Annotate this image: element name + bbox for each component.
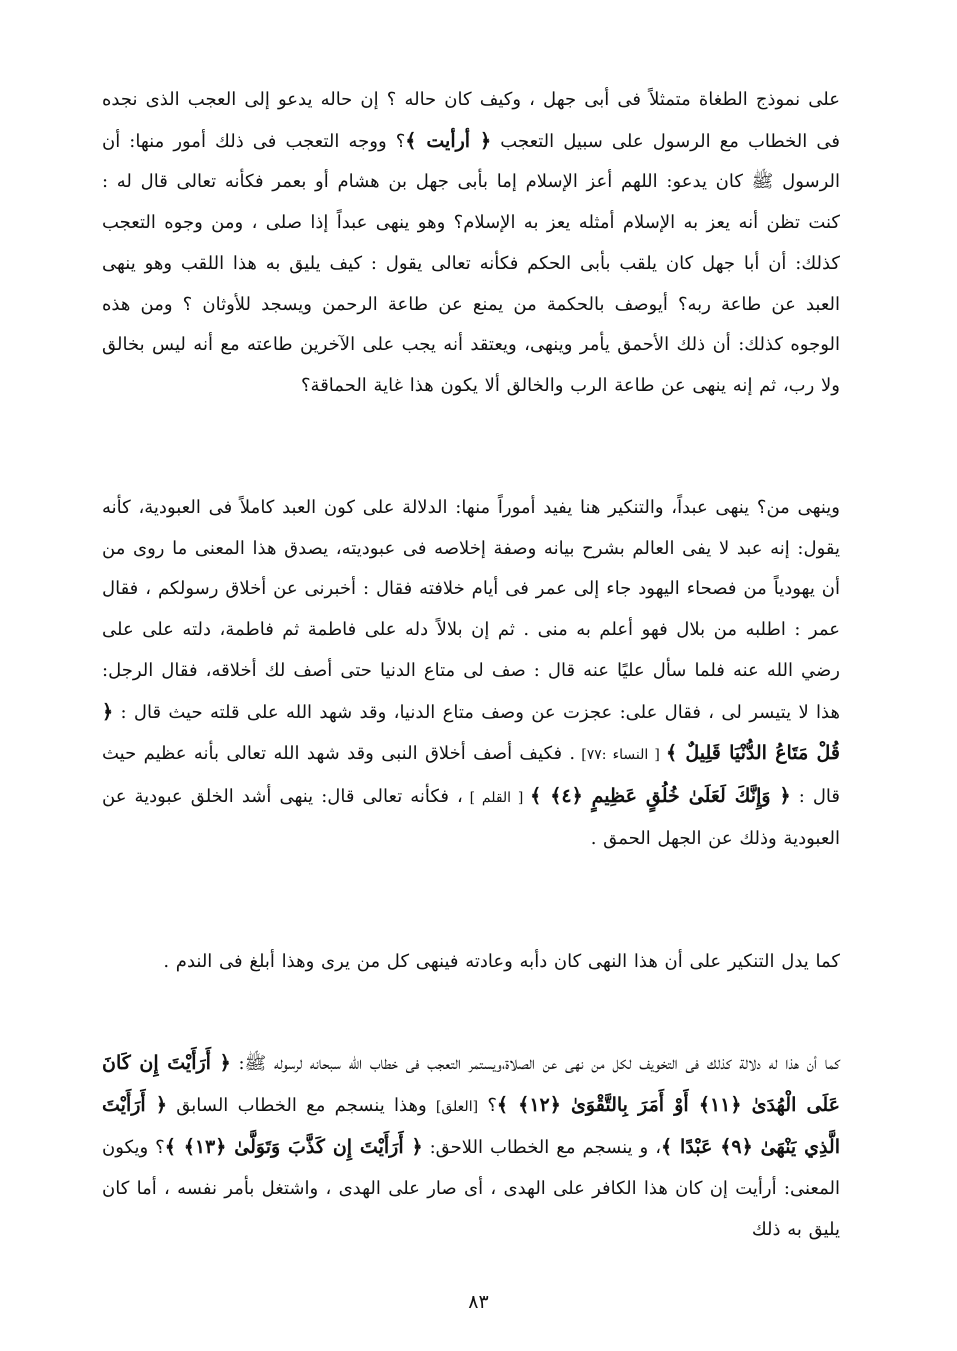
body-text: ، و ينسجم مع الخطاب اللاحق: (422, 1137, 662, 1159)
paragraph-2 (102, 488, 840, 859)
paragraph-1 (102, 80, 840, 407)
body-text: ؟ ووجه التعجب فى ذلك أمور منها: أن الرسول ﷺ كان يدعو: اللهم أعز الإسلام إما بأبى جهل بن هشام أو بعمر فكأنه تعالى قال له : كنت تظن أنه يعز به الإسلام أمثله يعز به الإسلام؟ وهو ينهى عبداً إذا صلى ، ومن وجوه التعجب كذلك: أن أبا جهل كان يلقب بأبى الحكم فكأنه تعالى يقول : كيف يليق به هذا اللقب وهو ينهى العبد عن طاعة ربه؟ أيوصف بالحكمة من يمنع عن طاعة الرحمن ويسجد للأوثان ؟ ومن هذه الوجوه كذلك: أن ذلك الأحمق يأمر وينهى، ويعتقد أنه يجب على الآخرين طاعته مع أنه ليس بخالق ولا رب، ثم إنه ينهى عن طاعة الرب والخالق ألا يكون هذا غاية الحماقة؟ (102, 130, 840, 396)
body-text: ، فكأنه تعالى قال: ينهى أشد الخلق عبودية عن العبودية وذلك عن الجهل الحمق . (102, 785, 840, 849)
body-text: وهذا ينسجم مع الخطاب السابق (166, 1094, 436, 1116)
quran-verse: ﴿ قُلْ مَتَاعُ الدُّنْيَا قَلِيلٌ ﴾ (102, 700, 840, 765)
body-text: ؟ (478, 1094, 497, 1116)
paragraph-3 (102, 942, 840, 983)
verse-reference: [ النساء :٧٧] (575, 747, 666, 764)
body-text: كما أن هذا له دلالة كذلك فى التخويف لكل من نهى عن الصلاة،ويستمر التعجب فى خطاب الله سبحانه لرسوله ﷺ: (230, 1053, 840, 1074)
quran-verse: ﴿ وَإِنَّكَ لَعَلَىٰ خُلُقٍ عَظِيمٍ ﴿٤﴾ ﴾ (530, 784, 791, 807)
verse-reference: [ القلم ] (462, 789, 531, 806)
body-text: على نموذج الطغاة متمثلاً فى أبى جهل ، وكيف كان حاله ؟ إن حاله يدعو إلى العجب الذى نجده فى الخطاب مع الرسول على سبيل التعجب (102, 89, 840, 152)
body-text: كما يدل التنكير على أن هذا النهى كان دأبه وعادته فينهى كل من يرى وهذا أبلغ فى الندم . (163, 951, 840, 972)
body-text: . فكيف أصف أخلاق النبى وقد شهد الله تعالى بأنه عظيم حيث قال : (102, 743, 840, 807)
body-text: وينهى من؟ ينهى عبداً، والتنكير هنا يفيد أموراً منها: الدلالة على كون العبد كاملاً فى العبودية، كأنه يقول: إنه عبد لا يفى العالم بشرح بيانه وصفة إخلاصه فى عبوديته، يصدق هذا المعنى ما روى من أن يهودياً من فصحاء اليهود جاء إلى عمر فى أيام خلافته فقال : أخبرنى عن أخلاق رسولكم ، فقال عمر : اطلبه من بلال فهو أعلم به منى . ثم إن بلالاً دله على فاطمة ثم فاطمة، دلته على على رضي الله عنه فلما سأل عليًا عنه قال : صف لى متاع الدنيا حتى أصف لك أخلاقه، فقال الرجل: هذا لا يتيسر لى ، فقال على: عجزت عن وصف متاع الدنيا، وقد شهد الله على قلته حيث قال : (102, 497, 840, 723)
quran-verse: ﴿ أرأيت ﴾ (405, 129, 492, 152)
quran-verse: ﴿ أَرَأَيْتَ إِن كَذَّبَ وَتَوَلَّىٰ ﴿١٣﴾ ﴾ (164, 1136, 423, 1159)
paragraph-4 (102, 1043, 840, 1251)
page-number: ٨٣ (468, 1291, 489, 1313)
quran-verse: ﴿ أَرَأَيْتَ الَّذِي يَنْهَىٰ ﴿٩﴾ عَبْدًا ﴾ (102, 1093, 840, 1159)
body-text: ؟ ويكون المعنى: أرأيت إن كان هذا الكافر على الهدى ، أى صار على الهدى ، واشتغل بأمر نفسه ، أما كان يليق به ذلك (102, 1137, 840, 1240)
verse-reference: [العلق] (435, 1098, 479, 1115)
quran-verse: ﴿ أَرَأَيْتَ إِن كَانَ عَلَى الْهُدَىٰ ﴿١١﴾ أَوْ أَمَرَ بِالتَّقْوَىٰ ﴿١٢﴾ ﴾ (102, 1052, 840, 1116)
